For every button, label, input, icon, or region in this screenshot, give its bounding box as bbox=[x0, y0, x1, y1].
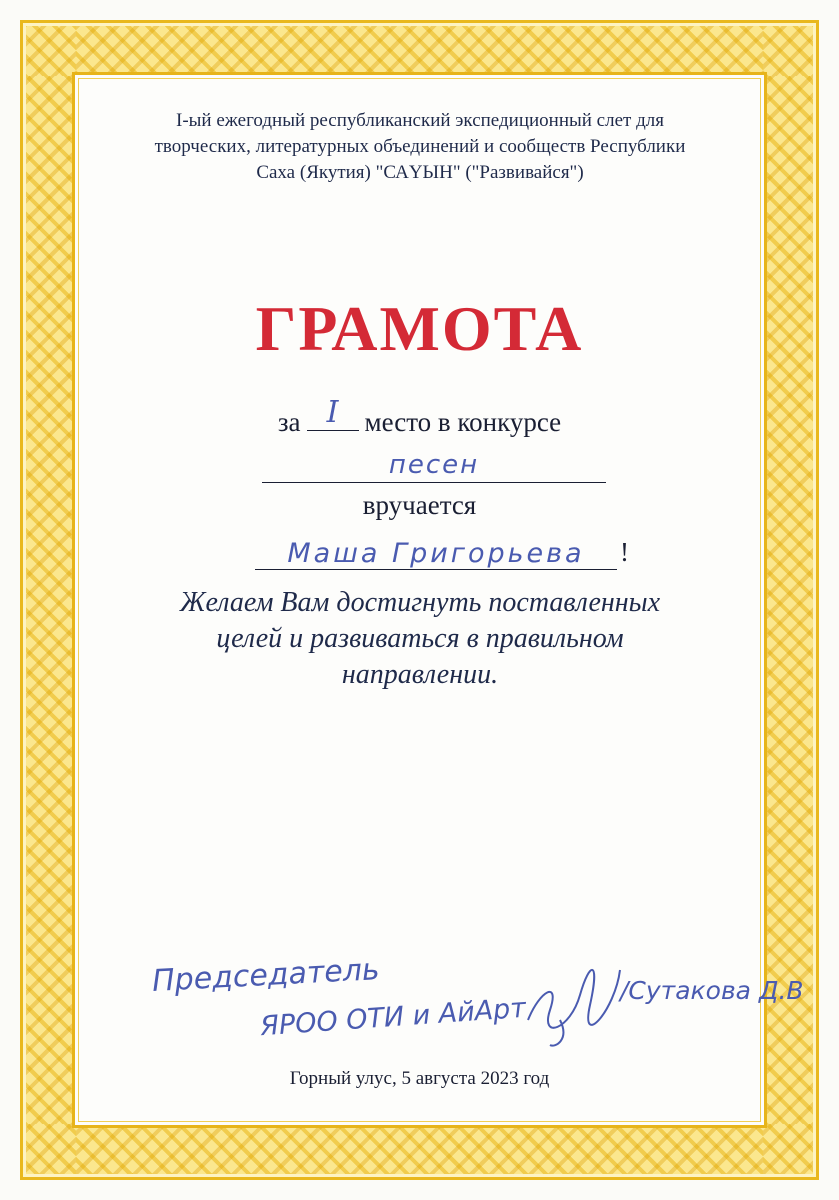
exclamation-mark: ! bbox=[620, 537, 629, 567]
wish-text bbox=[140, 585, 700, 693]
place-date-footer: Горный улус, 5 августа 2023 год bbox=[289, 1068, 550, 1089]
award-suffix: место в конкурсе bbox=[364, 407, 562, 437]
presented-label: вручается bbox=[362, 490, 477, 520]
header-line: Саха (Якутия) "САҮЫН" ("Развивайся") bbox=[256, 162, 584, 183]
wish-line: целей и развиваться в правильном bbox=[216, 623, 624, 654]
recipient-row bbox=[255, 533, 635, 573]
contest-handwritten: песен bbox=[388, 450, 480, 480]
award-place-line bbox=[0, 395, 839, 438]
signature-block bbox=[140, 950, 810, 1060]
signature-scribble bbox=[520, 950, 630, 1050]
wish-line: направлении. bbox=[341, 659, 499, 690]
place-handwritten: I bbox=[326, 395, 339, 430]
contest-blank bbox=[262, 446, 606, 483]
certificate-title: ГРАМОТА bbox=[255, 293, 584, 364]
place-blank bbox=[307, 395, 359, 431]
event-header bbox=[110, 108, 730, 186]
header-line: I-ый ежегодный республиканский экспедиционный слет для bbox=[176, 110, 664, 131]
signature-role-line2: ЯРОО ОТИ и АйАрт bbox=[259, 992, 527, 1043]
wish-line: Желаем Вам достигнуть поставленных bbox=[179, 587, 661, 618]
award-prefix: за bbox=[277, 407, 301, 437]
recipient-handwritten: Маша Григорьева bbox=[287, 538, 585, 569]
header-line: творческих, литературных объединений и сообществ Республики bbox=[154, 136, 686, 157]
signature-name: /Сутакова Д.В bbox=[620, 976, 804, 1005]
signature-role-line1: Председатель bbox=[151, 952, 381, 999]
recipient-blank bbox=[255, 533, 617, 570]
